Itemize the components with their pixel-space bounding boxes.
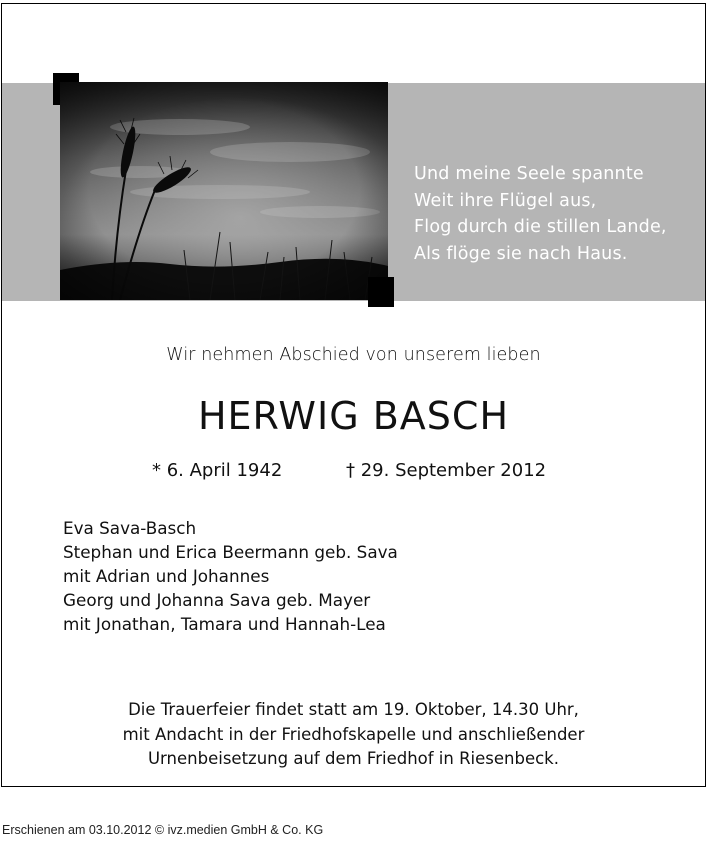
obituary-notice xyxy=(1,3,706,787)
mourner-line: mit Jonathan, Tamara und Hannah-Lea xyxy=(63,614,386,634)
death-date: † 29. September 2012 xyxy=(346,460,547,481)
mourner-line: Stephan und Erica Beermann geb. Sava xyxy=(63,542,398,562)
birth-date: * 6. April 1942 xyxy=(152,460,283,481)
funeral-details xyxy=(2,698,705,772)
funeral-detail-line: mit Andacht in der Friedhofskapelle und anschließender xyxy=(122,724,585,744)
mourners-list xyxy=(63,516,398,636)
funeral-detail-line: Urnenbeisetzung auf dem Friedhof in Riesenbeck. xyxy=(147,749,559,768)
deceased-name: HERWIG BASCH xyxy=(197,394,510,438)
mourner-line: Georg und Johanna Sava geb. Mayer xyxy=(63,590,371,610)
wheat-silhouette-photo xyxy=(60,82,388,300)
poem-line: Und meine Seele spannte xyxy=(414,164,644,184)
corner-accent-bottom-right xyxy=(368,277,394,307)
poem-line: Flog durch die stillen Lande, xyxy=(414,217,667,237)
funeral-detail-line: Die Trauerfeier findet statt am 19. Oktober, 14.30 Uhr, xyxy=(128,700,579,719)
farewell-intro: Wir nehmen Abschied von unserem lieben xyxy=(166,345,541,365)
poem-line: Weit ihre Flügel aus, xyxy=(414,190,597,211)
publication-credit: Erschienen am 03.10.2012 © ivz.medien GmbH & Co. KG xyxy=(2,823,324,837)
poem-verse xyxy=(414,161,667,267)
poem-line: Als flöge sie nach Haus. xyxy=(414,243,628,264)
mourner-line: mit Adrian und Johannes xyxy=(63,566,270,586)
mourner-line: Eva Sava-Basch xyxy=(63,518,197,538)
